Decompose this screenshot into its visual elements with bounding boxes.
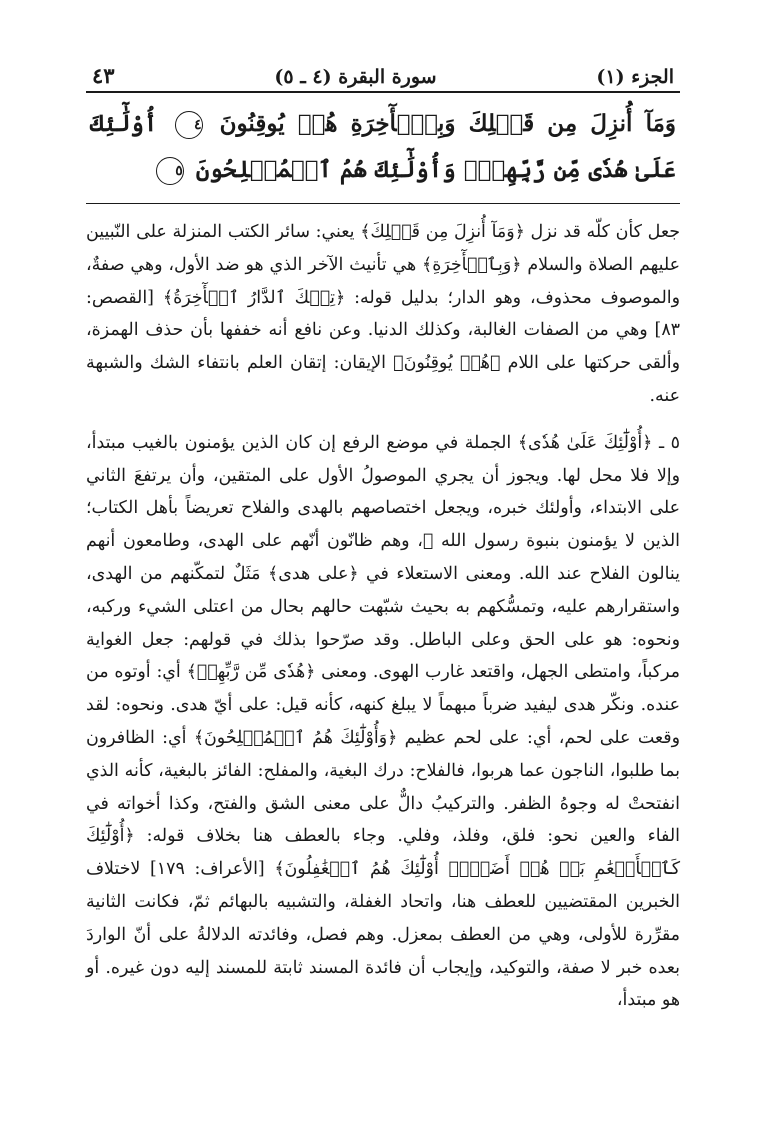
verse-5-text: أُوْلَٰٓئِكَ عَلَىٰ هُدٗى مِّن رَّبِّهِمۡۖ وَأُوْلَٰٓئِكَ هُمُ ٱلۡمُفۡلِحُونَ (90, 110, 676, 183)
commentary-body (86, 204, 680, 1017)
running-header (86, 58, 680, 93)
verse-5-marker: ٥ (156, 157, 184, 185)
juz-label: الجزء (١) (596, 66, 674, 88)
book-page (86, 58, 680, 1017)
commentary-paragraph-1: جعل كأن كلّه قد نزل ﴿وَمَآ أُنزِلَ مِن قَبۡلِكَ﴾ يعني: سائر الكتب المنزلة على النّبيين عليهم الصلاة والسلام ﴿وَبِٱلۡأٓخِرَةِ﴾ هي تأنيث الآخر الذي هو ضد الأول، وهي صفةٌ، والموصوف محذوف، وهو الدار؛ بدليل قوله: ﴿تِلۡكَ ٱلدَّارُ ٱلۡأٓخِرَةُ﴾ [القصص: ٨٣] وهي من الصفات الغالبة، وكذلك الدنيا. وعن نافع أنه خففها بأن حذف الهمزة، وألقى حركتها على اللام ﴿هُمۡ يُوقِنُونَ﴾ الإيقان: إتقان العلم بانتفاء الشك والشبهة عنه. (86, 222, 680, 406)
quran-verses (86, 93, 680, 204)
verse-4-text: وَمَآ أُنزِلَ مِن قَبۡلِكَ وَبِٱلۡأٓخِرَةِ هُمۡ يُوقِنُونَ (219, 110, 676, 137)
commentary-paragraph-2: ٥ ـ ﴿أُوْلَٰٓئِكَ عَلَىٰ هُدٗى﴾ الجملة في موضع الرفع إن كان الذين يؤمنون بالغيب مبتدأ، وإلا فلا محل لها. ويجوز أن يجري الموصولُ الأول على المتقين، وأن يرتفعَ الثاني على الابتداء، وأولئك خبره، ويجعل اختصاصهم بالهدى والفلاح تعريضاً بأهل الكتاب؛ الذين لا يؤمنون بنبوة رسول الله ﷺ، وهم ظانّون أنّهم على الهدى، وطامعون أنهم ينالون الفلاح عند الله. ومعنى الاستعلاء في ﴿على هدى﴾ مَثَلٌ لتمكّنهم من الهدى، واستقرارهم عليه، وتمسُّكهم به بحيث شبّهت حالهم بحال من اعتلى الشيء وركبه، ونحوه: هو على الحق وعلى الباطل. وقد صرّحوا بذلك في قولهم: جعل الغواية مركباً، وامتطى الجهل، واقتعد غارب الهوى. ومعنى ﴿هُدٗى مِّن رَّبِّهِمۡ﴾ أي: أوتوه من عنده. ونكّر هدى ليفيد ضرباً مبهماً لا يبلغ كنهه، كأنه قيل: على أيّ هدى. ونحوه: لقد وقعت على لحم، أي: على لحم عظيم ﴿وَأُوْلَٰٓئِكَ هُمُ ٱلۡمُفۡلِحُونَ﴾ أي: الظافرون بما طلبوا، الناجون عما هربوا، فالفلاح: درك البغية، والمفلح: الفائز بالبغية، كأنه الذي انفتحتْ له وجوهُ الظفر. والتركيبُ دالٌّ على معنى الشق والفتح، وكذا أخواته في الفاء والعين نحو: فلق، وفلذ، وفلي. وجاء بالعطف هنا بخلاف قوله: ﴿أُوْلَٰٓئِكَ كَٱلۡأَنۡعَٰمِ بَلۡ هُمۡ أَضَلُّۚ أُوْلَٰٓئِكَ هُمُ ٱلۡغَٰفِلُونَ﴾ [الأعراف: ١٧٩] لاختلاف الخبرين المقتضيين للعطف هنا، واتحاد الغفلة، والتشبيه بالبهائم ثمّ، فكانت الثانية مقرِّرة للأولى، وهي من العطف بمعزل. وهم فصل، وفائدته الدلالةُ على أنّ الواردَ بعده خبر لا صفة، والتوكيد، وإيجاب أن فائدة المسند ثابتة للمسند إليه دون غيره. أو هو مبتدأ، (86, 432, 680, 1011)
page-number: ٤٣ (92, 63, 115, 88)
verse-4-marker: ٤ (175, 111, 203, 139)
surah-title: سورة البقرة (٤ ـ ٥) (274, 66, 437, 88)
